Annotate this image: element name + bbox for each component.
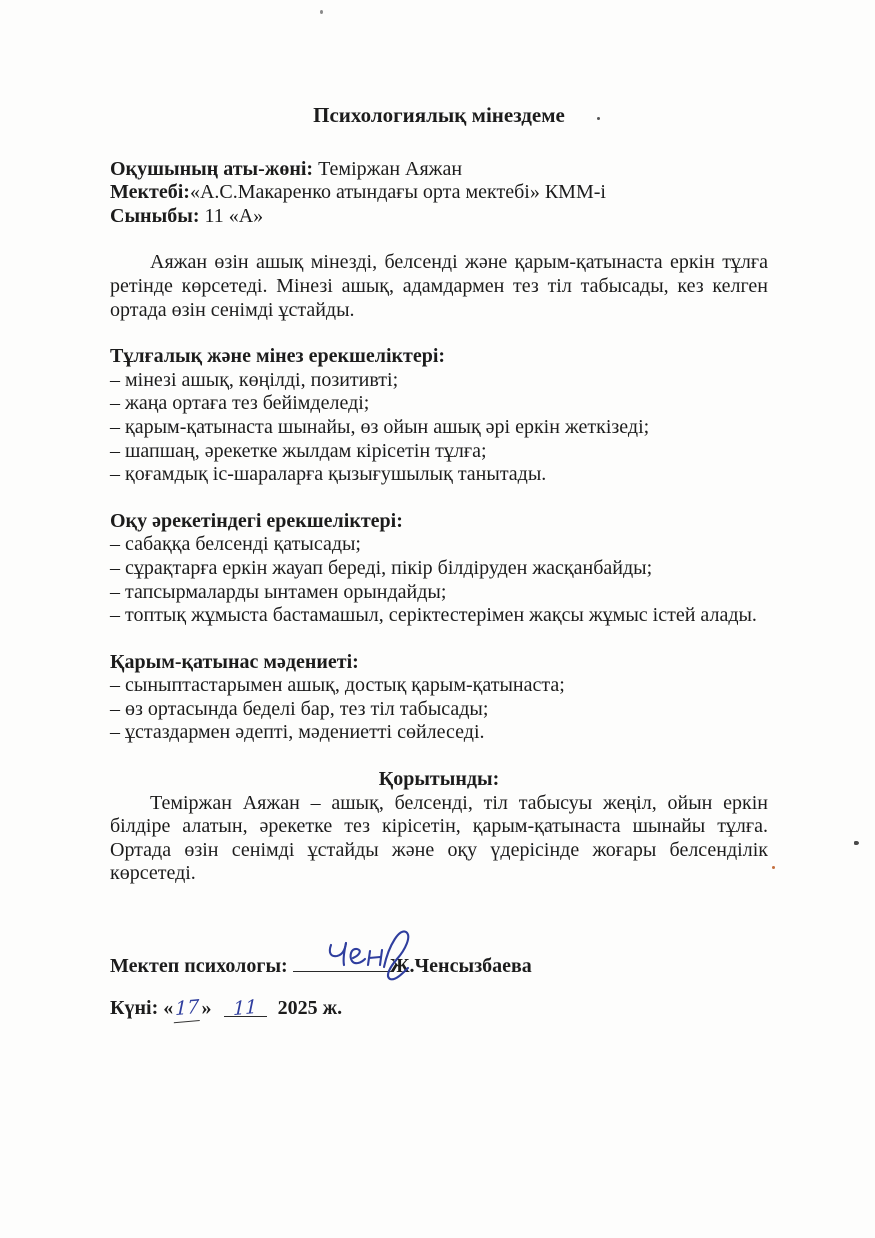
section-study-heading: Оқу әрекетіндегі ерекшеліктері: — [110, 509, 403, 532]
section-personality — [110, 345, 768, 487]
date-year: 2025 ж. — [277, 997, 343, 1020]
document-body — [110, 104, 768, 1022]
handwritten-day: 17 — [174, 996, 201, 1023]
list-item: – қоғамдық іс-шараларға қызығушылық танытады. — [110, 463, 547, 486]
date-label: Күні: — [110, 997, 159, 1020]
list-item: – сыныптастарымен ашық, достық қарым-қатынаста; — [110, 674, 565, 697]
section-communication — [110, 651, 768, 745]
signature-name: Ж.Ченсызбаева — [389, 955, 532, 978]
scan-speck — [320, 10, 323, 14]
conclusion-paragraph: Теміржан Аяжан – ашық, белсенді, тіл табысуы жеңіл, ойын еркін білдіре алатын, әрекетке тез кірісетін, қарым-қатынаста шынайы тұлға. Ортада өзін сенімді ұстайды және оқу үдерісінде жоғары белсенділік көрсетеді. — [110, 791, 768, 885]
list-item: – ұстаздармен әдепті, мәдениетті сөйлеседі. — [110, 721, 485, 744]
field-student-name — [110, 158, 768, 182]
field-student-name-value: Теміржан Аяжан — [313, 157, 463, 180]
list-item: – мінезі ашық, көңілді, позитивті; — [110, 368, 399, 391]
conclusion-heading: Қорытынды: — [378, 768, 500, 791]
list-item: – тапсырмаларды ынтамен орындайды; — [110, 580, 447, 603]
field-class-value: 11 «А» — [199, 204, 264, 227]
field-class — [110, 205, 768, 229]
signature-row — [110, 952, 768, 982]
signature-label: Мектеп психологы: — [110, 955, 288, 978]
list-item: – өз ортасында беделі бар, тез тіл табысады; — [110, 697, 489, 720]
field-student-name-label: Оқушының аты-жөні: — [110, 157, 314, 180]
list-item: – қарым-қатынаста шынайы, өз ойын ашық әрі еркін жеткізеді; — [110, 415, 650, 438]
field-school-label: Мектебі: — [110, 181, 190, 204]
scan-speck — [772, 866, 775, 869]
date-row — [110, 997, 768, 1022]
section-personality-heading: Тұлғалық және мінез ерекшеліктері: — [110, 345, 446, 368]
scan-speck — [854, 841, 859, 845]
intro-paragraph: Аяжан өзін ашық мінезді, белсенді және қарым-қатынаста еркін тұлға ретінде көрсетеді. Мінезі ашық, адамдармен тез тіл табысады, кез келген ортада өзін сенімді ұстайды. — [110, 251, 768, 321]
list-item: – топтық жұмыста бастамашыл, серіктестерімен жақсы жұмыс істей алады. — [110, 604, 757, 627]
section-personality-list — [110, 369, 768, 487]
field-school — [110, 181, 768, 205]
list-item: – сабаққа белсенді қатысады; — [110, 533, 361, 556]
list-item: – жаңа ортаға тез бейімделеді; — [110, 392, 370, 415]
date-open-quote: « — [163, 997, 174, 1020]
section-study-list — [110, 533, 768, 627]
scan-speck — [597, 117, 600, 120]
date-close-quote: » — [201, 997, 212, 1020]
document-title: Психологиялық мінездеме — [313, 103, 565, 127]
section-study — [110, 510, 768, 628]
section-communication-heading: Қарым-қатынас мәдениеті: — [110, 650, 359, 673]
field-school-value: «А.С.Макаренко атындағы орта мектебі» КММ-і — [189, 181, 606, 204]
signature-blank-line — [293, 952, 390, 972]
list-item: – сұрақтарға еркін жауап береді, пікір білдіруден жасқанбайды; — [110, 556, 653, 579]
field-class-label: Сыныбы: — [110, 204, 200, 227]
section-communication-list — [110, 674, 768, 745]
handwritten-month: 11 — [233, 995, 258, 1021]
list-item: – шапшаң, әрекетке жылдам кірісетін тұлға; — [110, 439, 487, 462]
date-month-line — [224, 995, 266, 1021]
